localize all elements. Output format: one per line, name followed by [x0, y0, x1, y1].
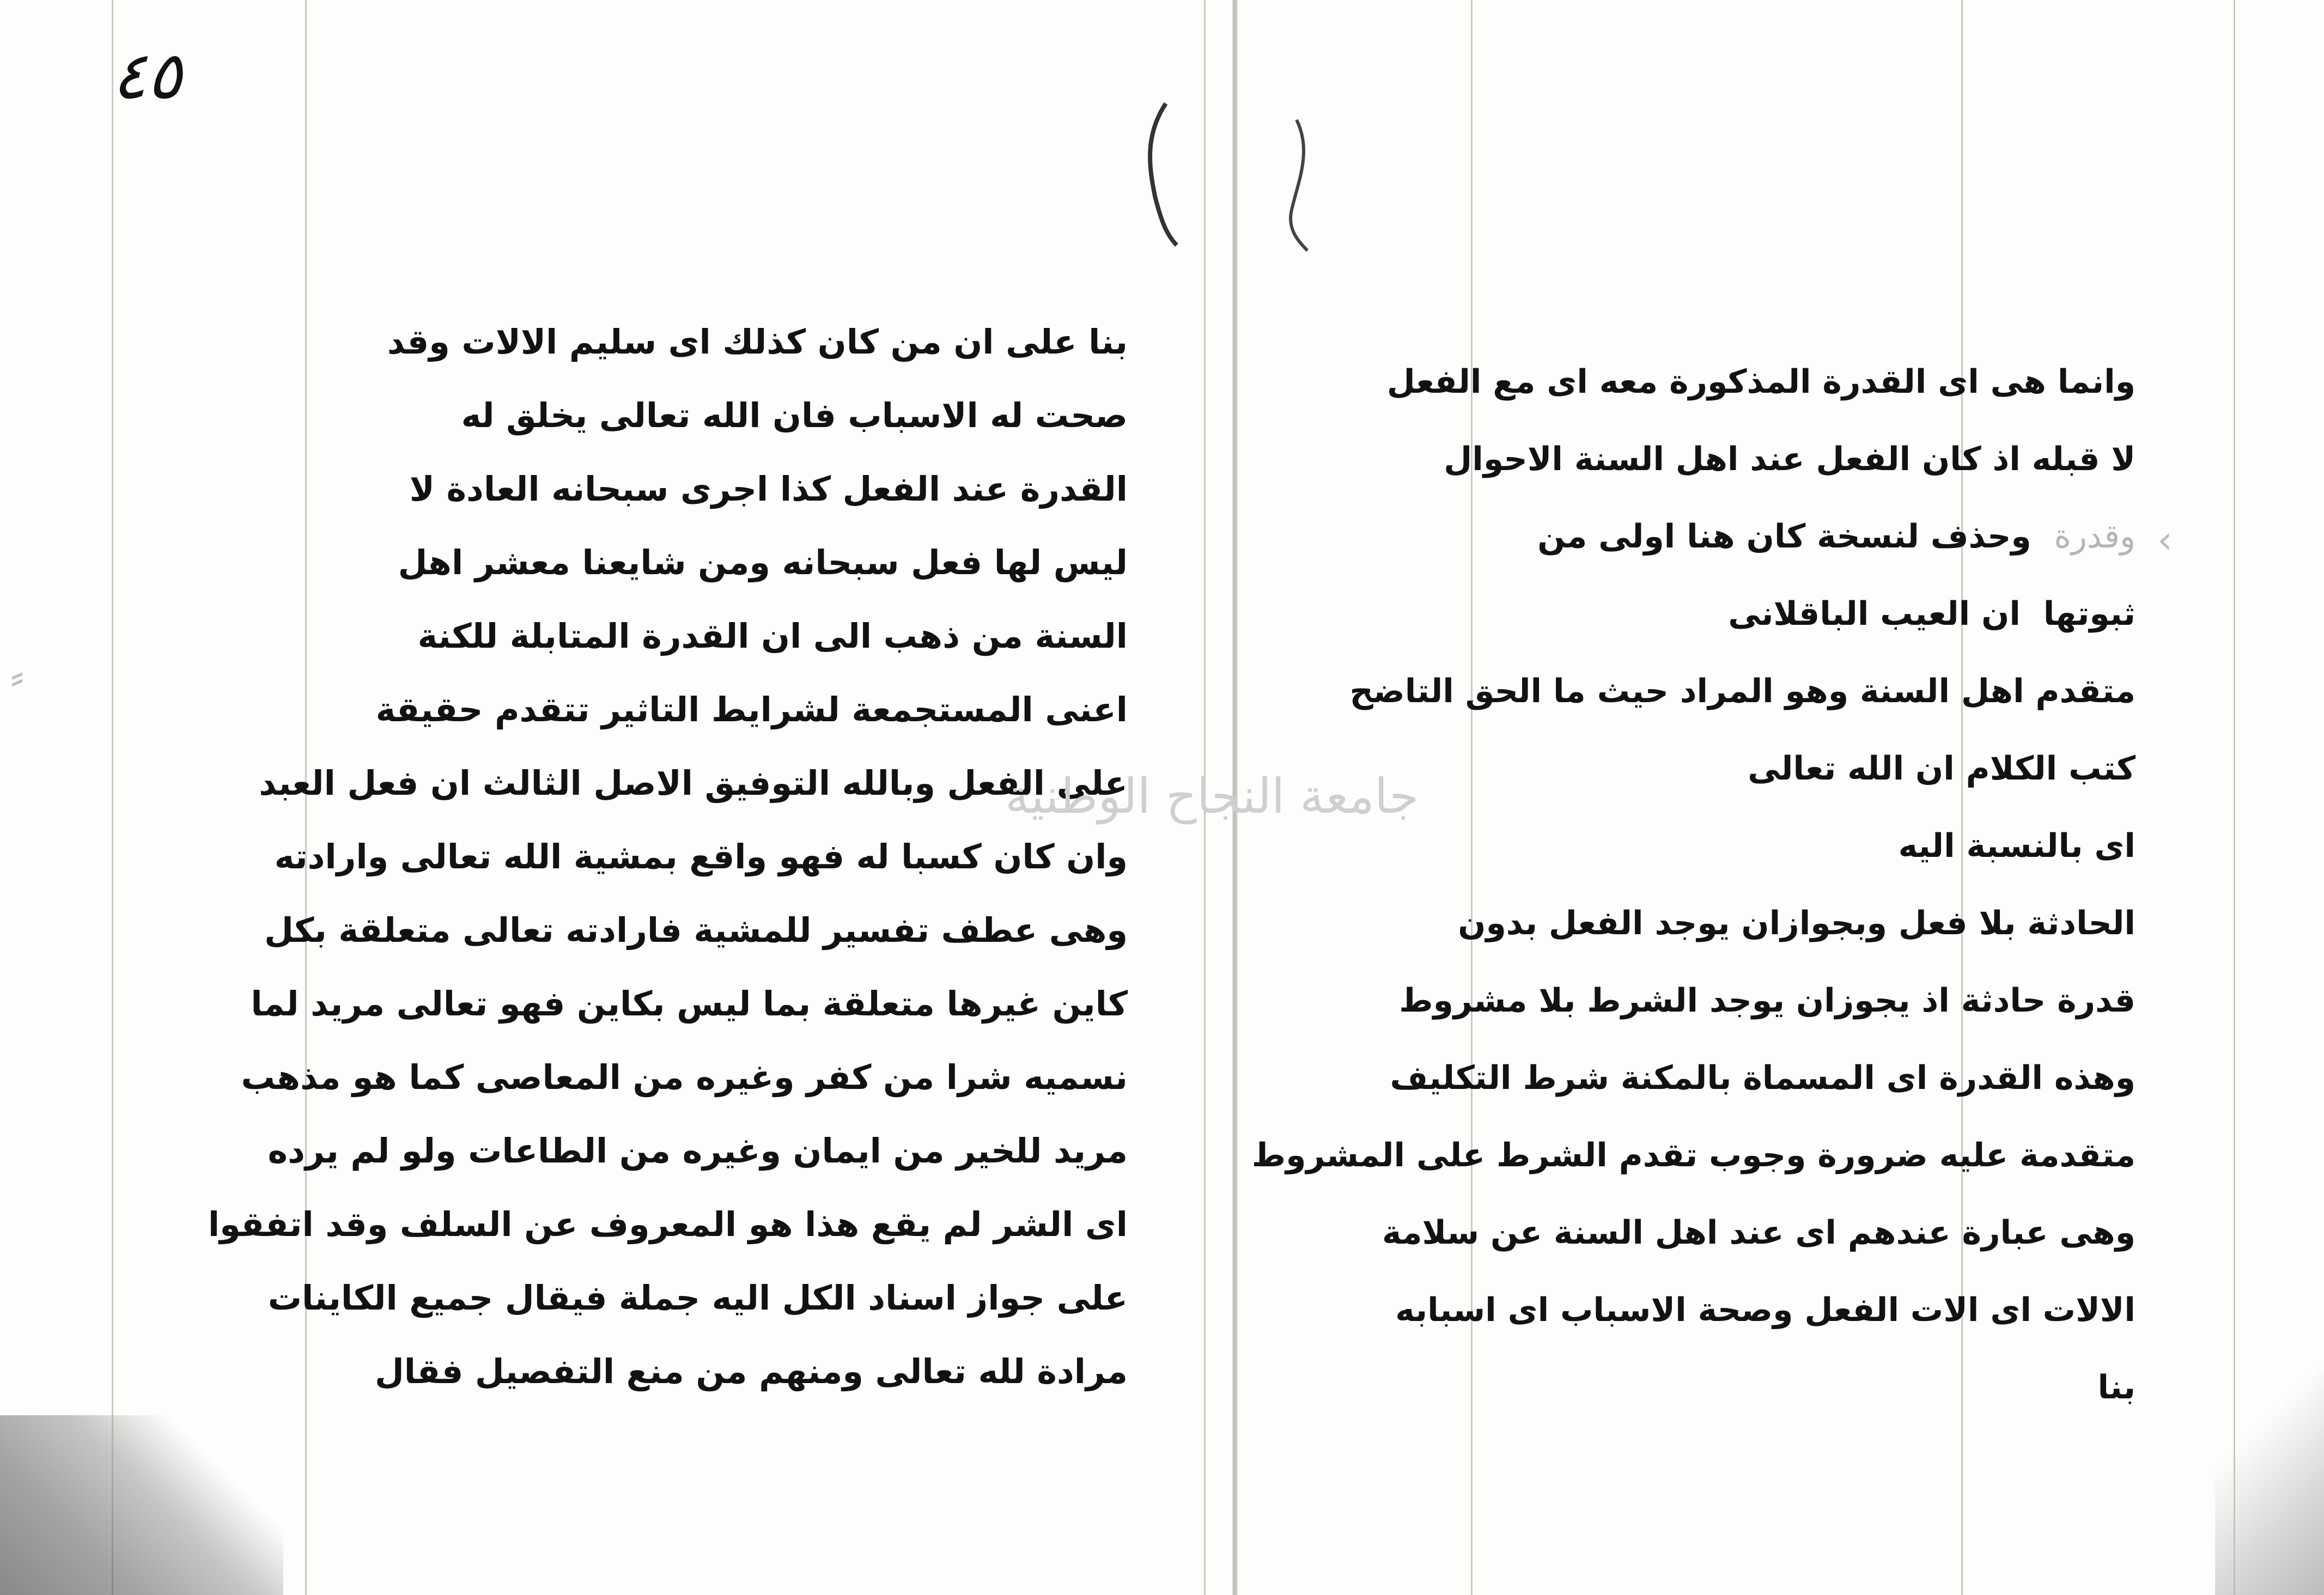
page-corner-shadow	[2215, 1366, 2324, 1595]
text-line: لا قبله اذ كان الفعل عند اهل السنة الاحوال	[1444, 440, 2136, 478]
text-line: اى الشر لم يقع هذا هو المعروف عن السلف وقد اتفقوا	[208, 1204, 1128, 1244]
text-line: قدرة حادثة اذ يجوزان يوجد الشرط بلا مشروط	[1399, 982, 2136, 1020]
text-fragment: وحذف لنسخة كان هنا اولى من	[1537, 518, 2031, 556]
text-line: كتب الكلام ان الله تعالى	[1748, 750, 2136, 788]
text-fragment: ان العيب الباقلانى	[1728, 595, 2021, 633]
text-line: الالات اى الات الفعل وصحة الاسباب اى اسبابه	[1395, 1291, 2136, 1329]
margin-mark: ⸗	[11, 654, 24, 698]
text-line: كاين غيرها متعلقة بما ليس بكاين فهو تعالى مريد لما	[251, 984, 1128, 1024]
text-line: بنا على ان من كان كذلك اى سليم الالات وقد	[387, 322, 1128, 362]
library-watermark: جامعة النجاح الوطنية	[1005, 768, 1419, 824]
text-line: اعنى المستجمعة لشرايط التاثير تتقدم حقيقة	[375, 690, 1128, 729]
text-line: ليس لها فعل سبحانه ومن شايعنا معشر اهل	[398, 543, 1128, 582]
folio-number: ٤٥	[112, 38, 182, 114]
text-line: وهذه القدرة اى المسماة بالمكنة شرط التكليف	[1390, 1059, 2136, 1097]
text-line: متقدم اهل السنة وهو المراد حيث ما الحق التاضح	[1349, 672, 2136, 710]
right-page-text	[1251, 343, 2136, 1426]
text-line: متقدمة عليه ضرورة وجوب تقدم الشرط على المشروط	[1251, 1136, 2136, 1174]
text-line: وانما هى اى القدرة المذكورة معه اى مع الفعل	[1386, 363, 2136, 401]
text-line: مرادة لله تعالى ومنهم من منع التفصيل فقال	[375, 1352, 1128, 1391]
text-line: على جواز اسناد الكل اليه جملة فيقال جميع الكاينات	[267, 1278, 1128, 1318]
text-line: صحت له الاسباب فان الله تعالى يخلق له	[461, 395, 1128, 435]
text-fragment-faded: وقدرة	[2054, 518, 2136, 556]
ruling-line	[112, 0, 113, 1595]
text-line: مريد للخير من ايمان وغيره من الطاعات ولو لم يرده	[267, 1131, 1128, 1171]
text-line	[1362, 498, 2136, 575]
text-line: وان كان كسبا له فهو واقع بمشية الله تعالى وارادته	[274, 837, 1128, 876]
text-line: وهى عطف تفسير للمشية فارادته تعالى متعلقة بكل	[264, 910, 1128, 950]
margin-mark: ‹	[2157, 518, 2173, 562]
text-line: السنة من ذهب الى ان القدرة المتابلة للكنة	[417, 616, 1128, 656]
text-line: وهى عبارة عندهم اى عند اهل السنة عن سلامة	[1382, 1214, 2136, 1252]
text-line: الحادثة بلا فعل وبجوازان يوجد الفعل بدون	[1458, 904, 2136, 942]
text-fragment: ثبوتها	[2043, 595, 2136, 633]
text-line: نسميه شرا من كفر وغيره من المعاصى كما هو مذهب	[241, 1057, 1128, 1097]
left-page-text	[208, 305, 1128, 1408]
ruling-line	[2234, 0, 2235, 1595]
text-line	[1362, 575, 2136, 653]
text-line: اى بالنسبة اليه	[1898, 827, 2136, 865]
ornament-brace	[1133, 76, 1340, 261]
text-line: على الفعل وبالله التوفيق الاصل الثالث ان فعل العبد	[259, 763, 1128, 803]
text-line: القدرة عند الفعل كذا اجرى سبحانه العادة لا	[409, 469, 1128, 509]
text-line: بنا	[2097, 1368, 2136, 1407]
page-corner-shadow	[0, 1415, 283, 1595]
